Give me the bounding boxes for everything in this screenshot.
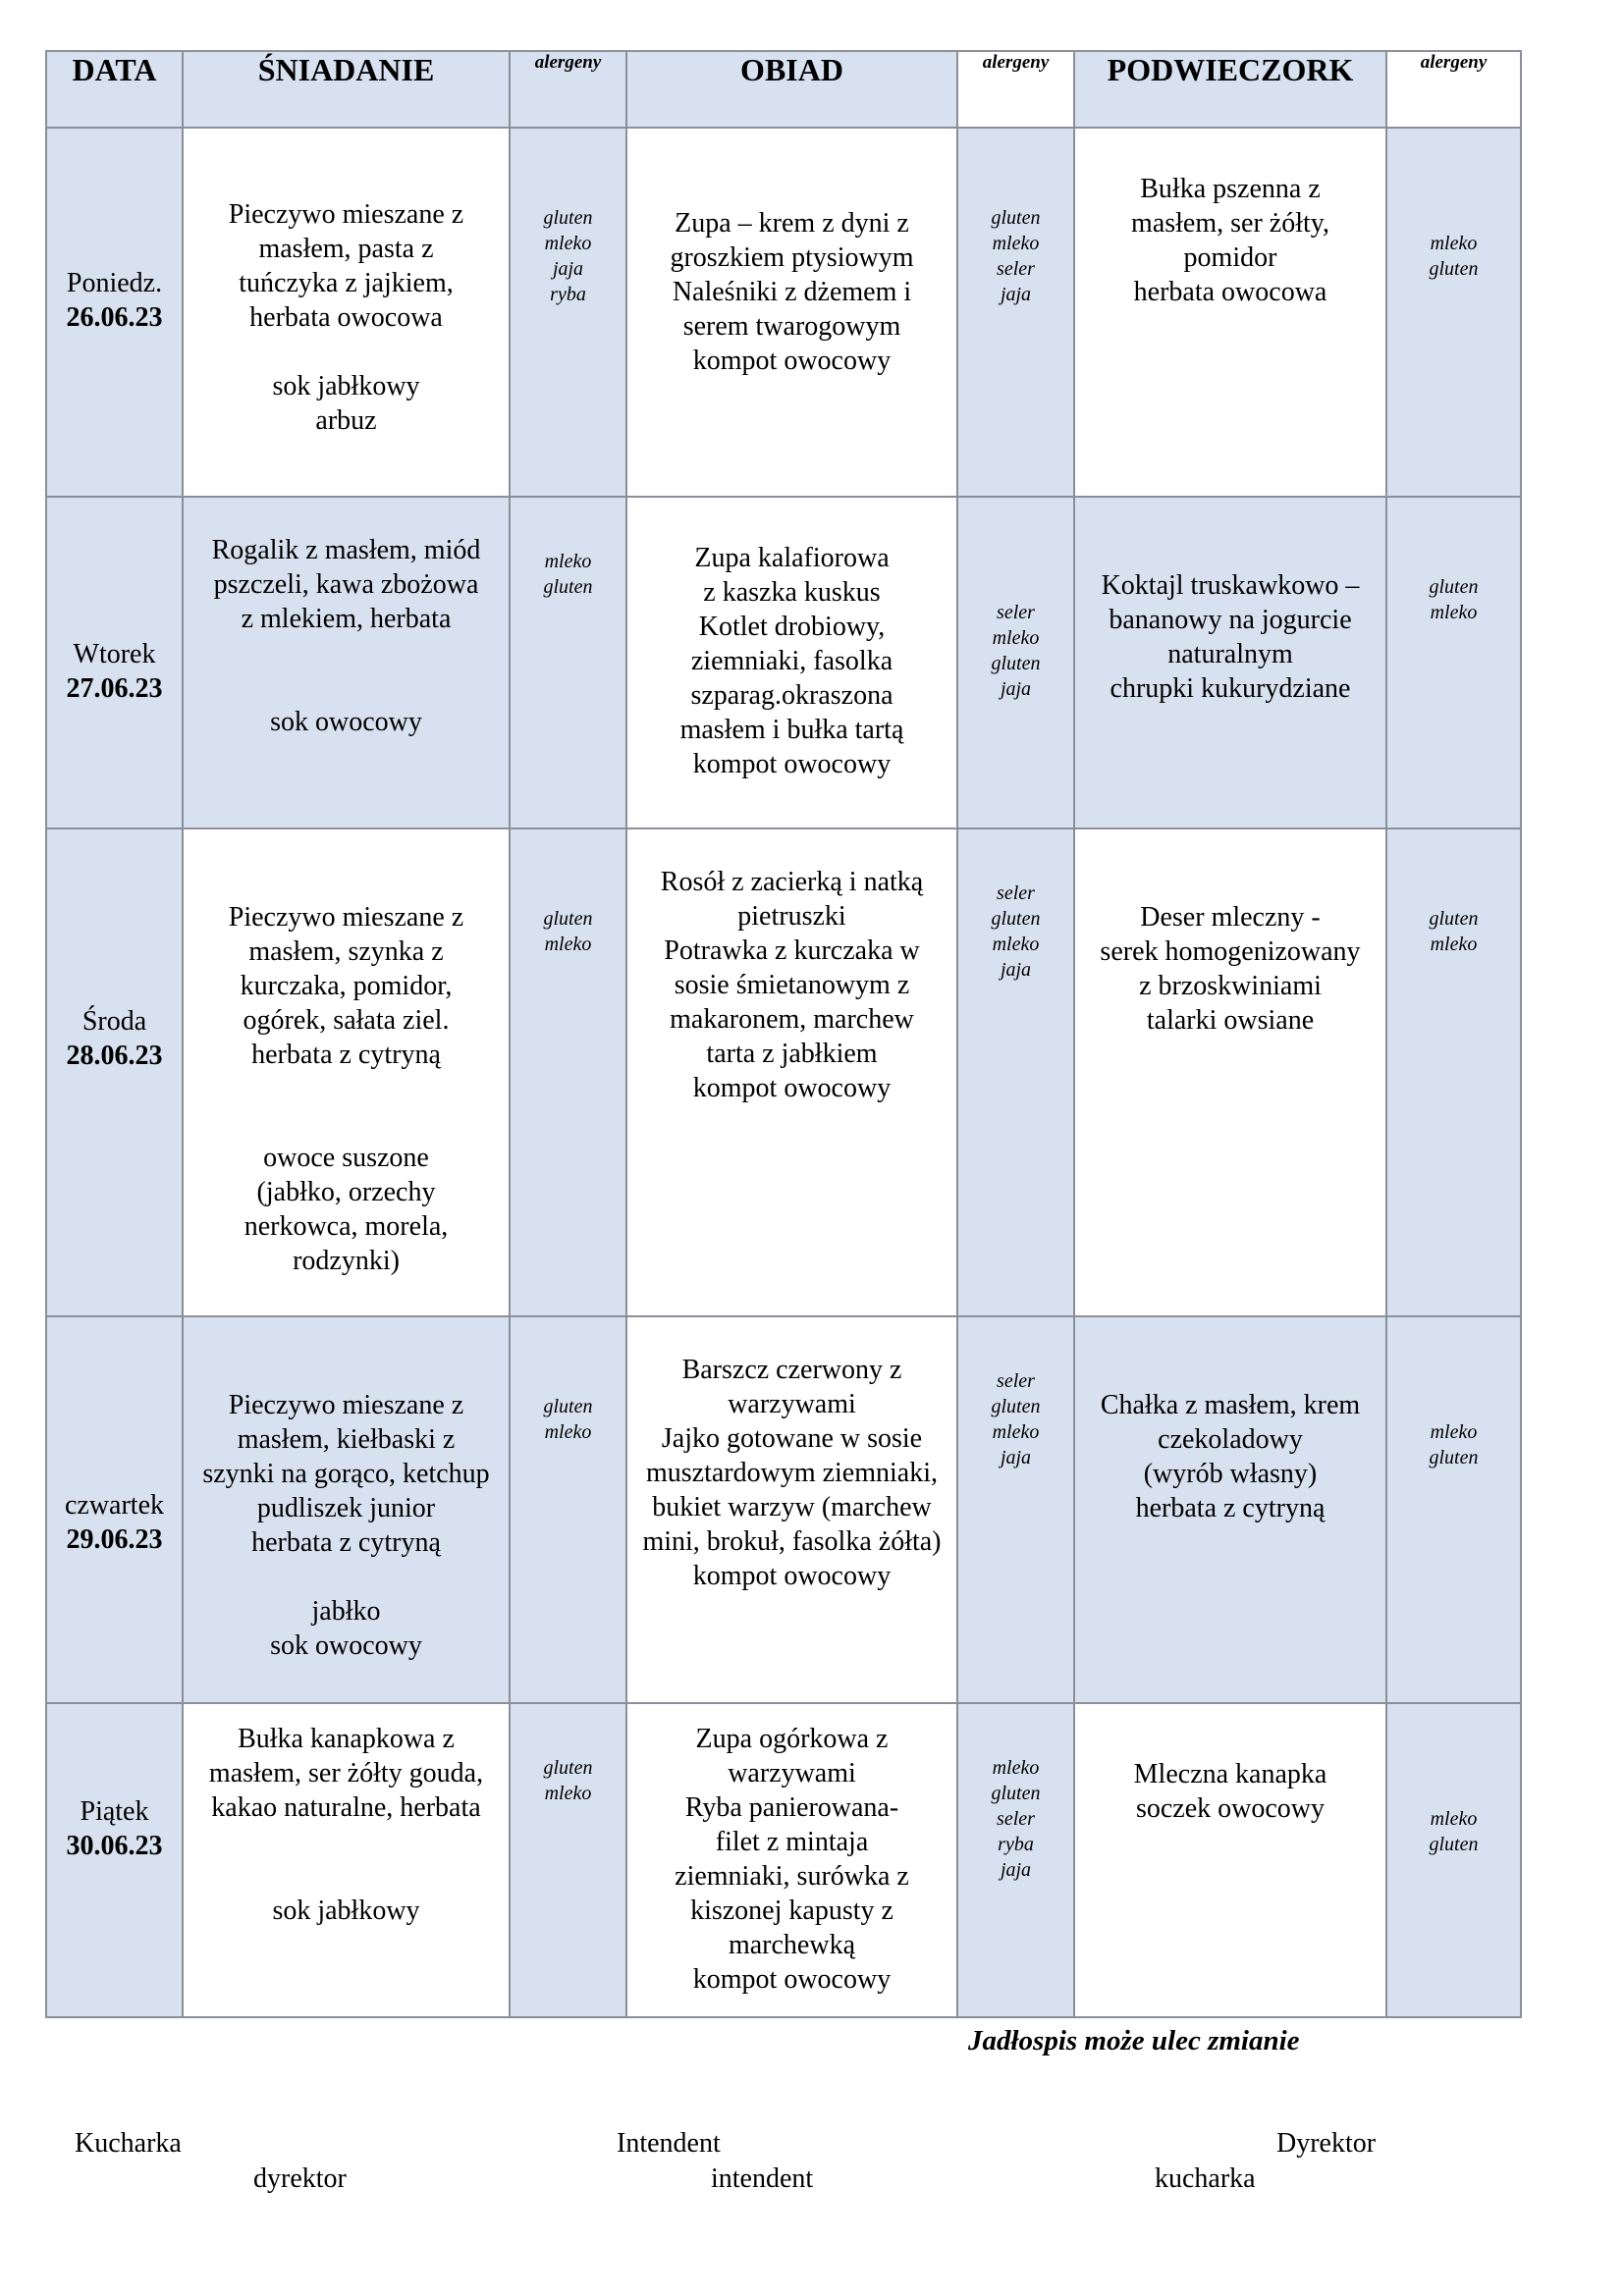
header-breakfast: ŚNIADANIE <box>183 51 510 128</box>
day-date: 30.06.23 <box>66 1831 163 1861</box>
date-cell <box>46 1703 183 2017</box>
lunch-allergens: mleko gluten seler ryba jaja <box>991 1757 1041 1881</box>
snack-allergens-cell <box>1386 497 1521 828</box>
breakfast-cell <box>183 1703 510 2017</box>
lunch-cell <box>626 828 957 1316</box>
snack-allergens-cell <box>1386 828 1521 1316</box>
day-date: 29.06.23 <box>66 1524 163 1555</box>
lunch-cell <box>626 1316 957 1703</box>
breakfast-cell <box>183 497 510 828</box>
snack-text: Koktajl truskawkowo – bananowy na jogurcie naturalnym chrupki kukurydziane <box>1101 570 1360 704</box>
day-date: 26.06.23 <box>66 302 163 333</box>
day-date: 27.06.23 <box>66 673 163 704</box>
day-row <box>46 1703 1521 2017</box>
day-row <box>46 1316 1521 1703</box>
breakfast-allergens: gluten mleko jaja ryba <box>543 207 593 305</box>
breakfast-cell <box>183 1316 510 1703</box>
header-lunch: OBIAD <box>626 51 957 128</box>
day-row <box>46 828 1521 1316</box>
date-cell <box>46 497 183 828</box>
menu-table <box>45 50 1522 2018</box>
lunch-cell <box>626 1703 957 2017</box>
day-name: Poniedz. <box>66 268 163 298</box>
day-row <box>46 128 1521 497</box>
snack-text: Chałka z masłem, krem czekoladowy (wyrób własny) herbata z cytryną <box>1100 1390 1361 1523</box>
header-allergens-lunch: alergeny <box>957 51 1074 128</box>
lunch-cell <box>626 128 957 497</box>
lunch-allergens: seler gluten mleko jaja <box>991 882 1041 981</box>
breakfast-allergens: mleko gluten <box>543 551 593 598</box>
snack-allergens-cell <box>1386 128 1521 497</box>
breakfast-allergens-cell <box>510 1316 626 1703</box>
breakfast-allergens-cell <box>510 128 626 497</box>
breakfast-allergens-cell <box>510 1703 626 2017</box>
lunch-allergens-cell <box>957 828 1074 1316</box>
date-cell <box>46 1316 183 1703</box>
snack-cell <box>1074 828 1386 1316</box>
breakfast-text: Pieczywo mieszane z masłem, pasta z tuńczyka z jajkiem, herbata owocowa sok jabłkowy arbuz <box>228 199 464 436</box>
snack-allergens: mleko gluten <box>1429 233 1479 280</box>
snack-cell <box>1074 1703 1386 2017</box>
header-row <box>46 51 1521 128</box>
header-allergens-snack: alergeny <box>1386 51 1521 128</box>
snack-text: Bułka pszenna z masłem, ser żółty, pomidor herbata owocowa <box>1131 174 1329 307</box>
day-name: Piątek <box>80 1796 149 1827</box>
lunch-allergens: seler gluten mleko jaja <box>991 1370 1041 1468</box>
lunch-text: Rosół z zacierką i natką pietruszki Potrawka z kurczaka w sosie śmietanowym z makaronem, marchew tarta z jabłkiem kompot owocowy <box>660 867 924 1103</box>
snack-cell <box>1074 1316 1386 1703</box>
day-name: czwartek <box>64 1490 165 1521</box>
snack-allergens: gluten mleko <box>1429 576 1479 623</box>
header-date: DATA <box>46 51 183 128</box>
day-name: Środa <box>81 1006 147 1037</box>
signature-cook-sub: kucharka <box>1155 2163 1256 2194</box>
breakfast-text: Rogalik z masłem, miód pszczeli, kawa zbożowa z mlekiem, herbata sok owocowy <box>211 535 481 737</box>
lunch-allergens: gluten mleko seler jaja <box>991 207 1041 305</box>
header-allergens-breakfast: alergeny <box>510 51 626 128</box>
snack-allergens: gluten mleko <box>1429 908 1479 955</box>
breakfast-cell <box>183 828 510 1316</box>
snack-text: Mleczna kanapka soczek owocowy <box>1133 1759 1327 1824</box>
menu-change-note: Jadłospis może ulec zmianie <box>968 2025 1300 2056</box>
signature-quartermaster-sub: intendent <box>711 2163 814 2194</box>
date-cell <box>46 828 183 1316</box>
signature-director-label: Dyrektor <box>1276 2128 1377 2159</box>
lunch-allergens: seler mleko gluten jaja <box>991 602 1041 700</box>
day-date: 28.06.23 <box>66 1041 163 1071</box>
lunch-text: Zupa kalafiorowa z kaszka kuskus Kotlet drobiowy, ziemniaki, fasolka szparag.okraszona masłem i bułka tartą kompot owocowy <box>679 543 904 779</box>
lunch-text: Zupa – krem z dyni z groszkiem ptysiowym Naleśniki z dżemem i serem twarogowym kompot owocowy <box>670 208 914 376</box>
lunch-allergens-cell <box>957 1316 1074 1703</box>
breakfast-text: Pieczywo mieszane z masłem, kiełbaski z szynki na gorąco, ketchup pudliszek junior herbata z cytryną jabłko sok owocowy <box>202 1390 490 1661</box>
lunch-allergens-cell <box>957 128 1074 497</box>
lunch-allergens-cell <box>957 497 1074 828</box>
snack-text: Deser mleczny - serek homogenizowany z brzoskwiniami talarki owsiane <box>1100 902 1361 1036</box>
lunch-allergens-cell <box>957 1703 1074 2017</box>
breakfast-allergens: gluten mleko <box>543 908 593 955</box>
header-snack: PODWIECZORK <box>1074 51 1386 128</box>
breakfast-allergens-cell <box>510 828 626 1316</box>
lunch-text: Barszcz czerwony z warzywami Jajko gotowane w sosie musztardowym ziemniaki, bukiet warzyw (marchew mini, brokuł, fasolka żółta) kompot owocowy <box>642 1355 942 1591</box>
breakfast-text: Pieczywo mieszane z masłem, szynka z kurczaka, pomidor, ogórek, sałata ziel. herbata z cytryną owoce suszone (jabłko, orzechy nerkowca, morela, rodzynki) <box>228 902 464 1276</box>
snack-allergens: mleko gluten <box>1429 1421 1479 1468</box>
day-row <box>46 497 1521 828</box>
snack-cell <box>1074 497 1386 828</box>
snack-allergens-cell <box>1386 1316 1521 1703</box>
signature-cook-label: Kucharka <box>75 2128 182 2159</box>
breakfast-allergens: gluten mleko <box>543 1757 593 1804</box>
lunch-cell <box>626 497 957 828</box>
snack-cell <box>1074 128 1386 497</box>
breakfast-allergens-cell <box>510 497 626 828</box>
snack-allergens: mleko gluten <box>1429 1808 1479 1855</box>
signature-director-sub: dyrektor <box>253 2163 347 2194</box>
date-cell <box>46 128 183 497</box>
day-name: Wtorek <box>73 639 156 669</box>
breakfast-allergens: gluten mleko <box>543 1396 593 1443</box>
breakfast-text: Bułka kanapkowa z masłem, ser żółty gouda, kakao naturalne, herbata sok jabłkowy <box>208 1724 484 1926</box>
breakfast-cell <box>183 128 510 497</box>
lunch-text: Zupa ogórkowa z warzywami Ryba panierowana- filet z mintaja ziemniaki, surówka z kiszonej kapusty z marchewką kompot owocowy <box>675 1724 909 1995</box>
signature-quartermaster-label: Intendent <box>617 2128 721 2159</box>
snack-allergens-cell <box>1386 1703 1521 2017</box>
